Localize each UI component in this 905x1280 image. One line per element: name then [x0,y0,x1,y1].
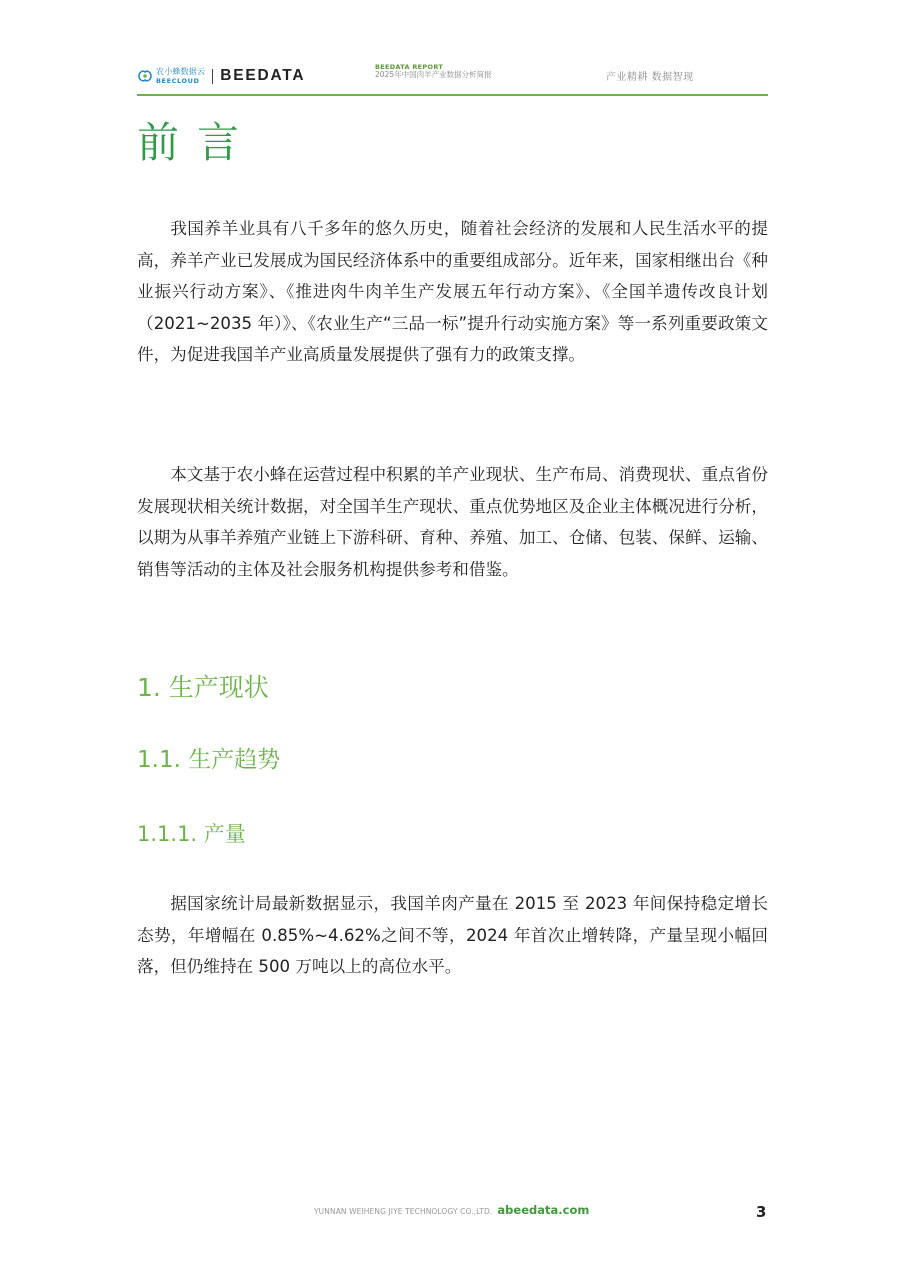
section-heading-1-1: 1.1. 生产趋势 [137,747,281,773]
page-footer [314,1203,589,1217]
preface-paragraph-1: 我国养羊业具有八千多年的悠久历史，随着社会经济的发展和人民生活水平的提高，养羊产业已发展成为国民经济体系中的重要组成部分。近年来，国家相继出台《种业振兴行动方案》、《推进肉牛肉羊生产发展五年行动方案》、《全国羊遗传改良计划（2021~2035 年）》、《农业生产“三品一标”提升行动实施方案》等一系列重要政策文件，为促进我国羊产业高质量发展提供了强有力的政策支撑。 [137,219,768,364]
beecloud-logo-icon [137,69,153,83]
report-title: 2025年中国肉羊产业数据分析简报 [375,70,492,80]
header-divider [137,94,768,96]
footer-website-link[interactable]: abeedata.com [497,1203,590,1217]
page-header [137,60,768,94]
preface-paragraph-2: 本文基于农小蜂在运营过程中积累的羊产业现状、生产布局、消费现状、重点省份发展现状相关统计数据，对全国羊生产现状、重点优势地区及企业主体概况进行分析，以期为从事羊养殖产业链上下游科研、育种、养殖、加工、仓储、包装、保鲜、运输、销售等活动的主体及社会服务机构提供参考和借鉴。 [137,465,768,579]
preface-title: 前言 [137,118,258,167]
report-label: BEEDATA REPORT [375,63,444,71]
footer-company: YUNNAN WEIHENG JIYE TECHNOLOGY CO.,LTD. [314,1207,493,1216]
section-heading-1: 1. 生产现状 [137,673,269,702]
logo-divider [212,69,213,84]
logo-en-name: BEECLOUD [156,76,200,85]
report-label-block [375,64,492,80]
section-heading-1-1-1: 1.1.1. 产量 [137,822,246,846]
page-number: 3 [756,1203,767,1221]
logo-cn-name: 农小蜂数据云 [156,66,206,76]
header-slogan: 产业精耕 数据智现 [606,72,694,83]
logo-text [156,68,205,85]
beedata-wordmark: BEEDATA [220,67,306,84]
brand-logo [137,65,305,87]
output-paragraph: 据国家统计局最新数据显示，我国羊肉产量在 2015 至 2023 年间保持稳定增长态势，年增幅在 0.85%~4.62%之间不等，2024 年首次止增转降，产量呈现小幅回落，但仍维持在 500 万吨以上的高位水平。 [137,894,768,976]
